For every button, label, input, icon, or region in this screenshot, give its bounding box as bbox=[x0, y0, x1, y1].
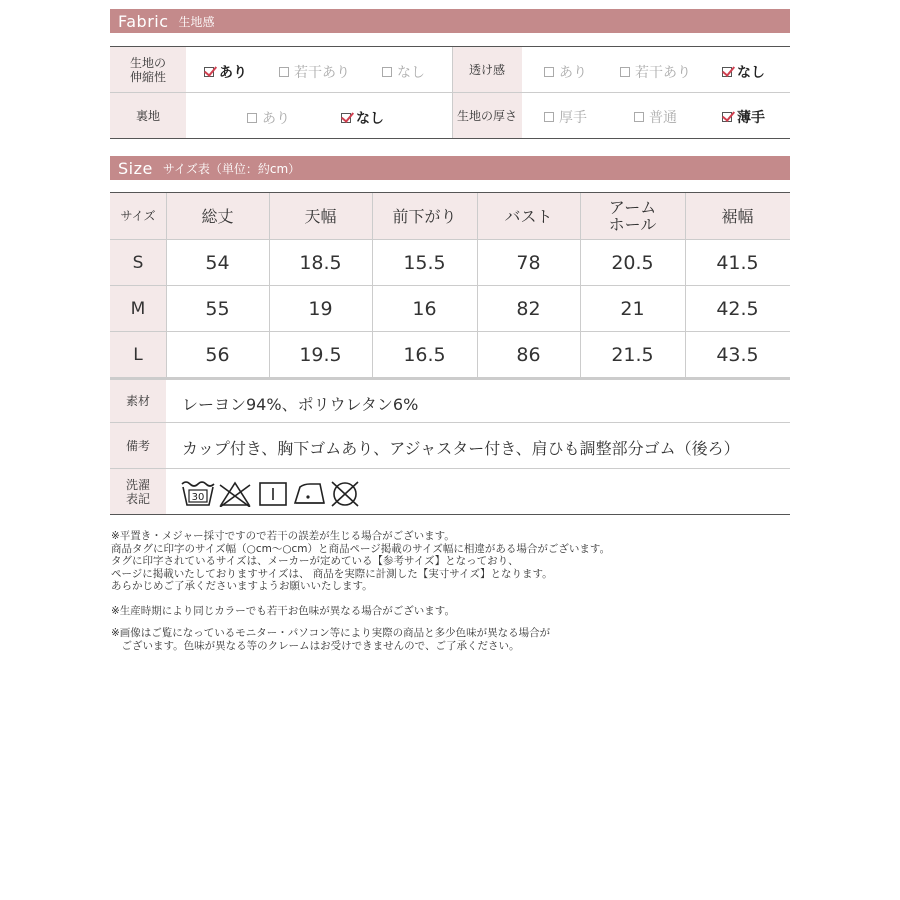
sheer-option-slight: 若干あり bbox=[620, 62, 691, 82]
table-cell: 19 bbox=[308, 297, 333, 320]
fabric-label-sheer-cell bbox=[452, 47, 522, 92]
size-col-header-size: サイズ bbox=[120, 209, 156, 223]
size-row-label-m: M bbox=[110, 286, 166, 331]
stretch-option-no: なし bbox=[382, 62, 425, 82]
size-row-label-l: L bbox=[110, 332, 166, 377]
care-icons bbox=[180, 479, 370, 507]
fabric-heading-en: Fabric bbox=[118, 11, 169, 31]
notes-label-cell bbox=[110, 423, 166, 468]
checkbox-empty-icon bbox=[544, 112, 554, 122]
fabric-label-thickness: 生地の厚さ bbox=[456, 108, 517, 123]
table-cell: 43.5 bbox=[716, 343, 759, 366]
sheer-option-yes: あり bbox=[544, 62, 587, 82]
dry-cleaning-icon bbox=[295, 484, 324, 503]
thickness-option-normal: 普通 bbox=[634, 107, 677, 127]
size-heading-band bbox=[110, 156, 790, 180]
svg-text:30: 30 bbox=[191, 492, 205, 503]
wash-30-icon bbox=[182, 482, 214, 505]
checkbox-checked-icon bbox=[722, 112, 732, 122]
note-block-2: ※生産時期により同じカラーでも若干お色味が異なる場合がございます。 bbox=[111, 605, 455, 617]
size-col-header-neck-width: 天幅 bbox=[304, 206, 337, 226]
table-cell: 56 bbox=[205, 343, 230, 366]
no-dry-clean-icon bbox=[332, 482, 358, 506]
table-cell: 19.5 bbox=[299, 343, 342, 366]
sheer-option-no: なし bbox=[722, 62, 765, 82]
tumble-dry-line-icon bbox=[260, 483, 286, 505]
table-cell: 86 bbox=[516, 343, 541, 366]
note-block-1: ※平置き・メジャー採寸ですので若干の誤差が生じる場合がございます。 商品タグに印字のサイズ幅（○cm〜○cm）と商品ページ掲載のサイズ幅に相違がある場合がございます。 タグに印字されているサイズは、メーカーが定めている【参考サイズ】となっており、 ページに掲載いたしておりますサイズは、 商品を実際に計測した【実寸サイズ】となります。 あらかじめご了承くださいますようお願いいたします。 bbox=[111, 530, 611, 592]
checkbox-empty-icon bbox=[247, 113, 257, 123]
fabric-label-lining-cell bbox=[110, 93, 186, 138]
size-col-header-armhole: アーム ホール bbox=[608, 198, 657, 234]
note-block-3: ※画像はご覧になっているモニター・パソコン等により実際の商品と多少色味が異なる場合が ございます。色味が異なる等のクレームはお受けできませんので、ご了承ください。 bbox=[111, 627, 551, 652]
checkbox-checked-icon bbox=[341, 113, 351, 123]
stretch-option-slight: 若干あり bbox=[279, 62, 350, 82]
checkbox-empty-icon bbox=[544, 67, 554, 77]
table-cell: 54 bbox=[205, 251, 230, 274]
table-cell: 21 bbox=[620, 297, 645, 320]
fabric-heading-band bbox=[110, 9, 790, 33]
fabric-label-sheer: 透け感 bbox=[468, 62, 505, 77]
care-label: 洗濯 表記 bbox=[125, 477, 150, 506]
fabric-label-thickness-cell bbox=[452, 93, 522, 138]
checkbox-checked-icon bbox=[722, 67, 732, 77]
notes-value: カップ付き、胸下ゴムあり、アジャスター付き、肩ひも調整部分ゴム（後ろ） bbox=[182, 439, 740, 458]
table-cell: 42.5 bbox=[716, 297, 759, 320]
lining-option-no: なし bbox=[341, 108, 384, 128]
material-value: レーヨン94%、ポリウレタン6% bbox=[182, 395, 419, 414]
table-cell: 21.5 bbox=[611, 343, 654, 366]
fabric-label-stretch-cell bbox=[110, 47, 186, 92]
lining-option-yes: あり bbox=[247, 108, 290, 128]
fabric-label-lining: 裏地 bbox=[135, 108, 160, 123]
table-cell: 82 bbox=[516, 297, 541, 320]
size-heading-jp: サイズ表（単位：約cm） bbox=[162, 161, 301, 176]
table-cell: 16.5 bbox=[403, 343, 446, 366]
material-label-cell bbox=[110, 380, 166, 422]
thickness-option-thick: 厚手 bbox=[544, 107, 587, 127]
fabric-label-stretch: 生地の 伸縮性 bbox=[129, 55, 166, 84]
checkbox-empty-icon bbox=[620, 67, 630, 77]
size-row-label-s: S bbox=[110, 240, 166, 285]
table-cell: 16 bbox=[412, 297, 437, 320]
size-col-header-front-drop: 前下がり bbox=[392, 206, 457, 226]
thickness-option-thin: 薄手 bbox=[722, 107, 765, 127]
table-cell: 15.5 bbox=[403, 251, 446, 274]
checkbox-empty-icon bbox=[382, 67, 392, 77]
fabric-heading-jp: 生地感 bbox=[178, 14, 215, 29]
care-label-cell bbox=[110, 469, 166, 514]
size-heading-en: Size bbox=[118, 158, 153, 178]
stretch-option-yes: あり bbox=[204, 62, 247, 82]
table-cell: 78 bbox=[516, 251, 541, 274]
no-bleach-icon bbox=[220, 483, 250, 507]
size-col-header-length: 総丈 bbox=[201, 206, 234, 226]
table-cell: 55 bbox=[205, 297, 230, 320]
checkbox-checked-icon bbox=[204, 67, 214, 77]
checkbox-empty-icon bbox=[634, 112, 644, 122]
size-col-header-bust: バスト bbox=[504, 206, 553, 226]
table-cell: 18.5 bbox=[299, 251, 342, 274]
table-cell: 41.5 bbox=[716, 251, 759, 274]
material-label: 素材 bbox=[125, 394, 150, 408]
checkbox-empty-icon bbox=[279, 67, 289, 77]
size-col-header-hem-width: 裾幅 bbox=[721, 206, 754, 226]
table-cell: 20.5 bbox=[611, 251, 654, 274]
notes-label: 備考 bbox=[125, 438, 150, 453]
